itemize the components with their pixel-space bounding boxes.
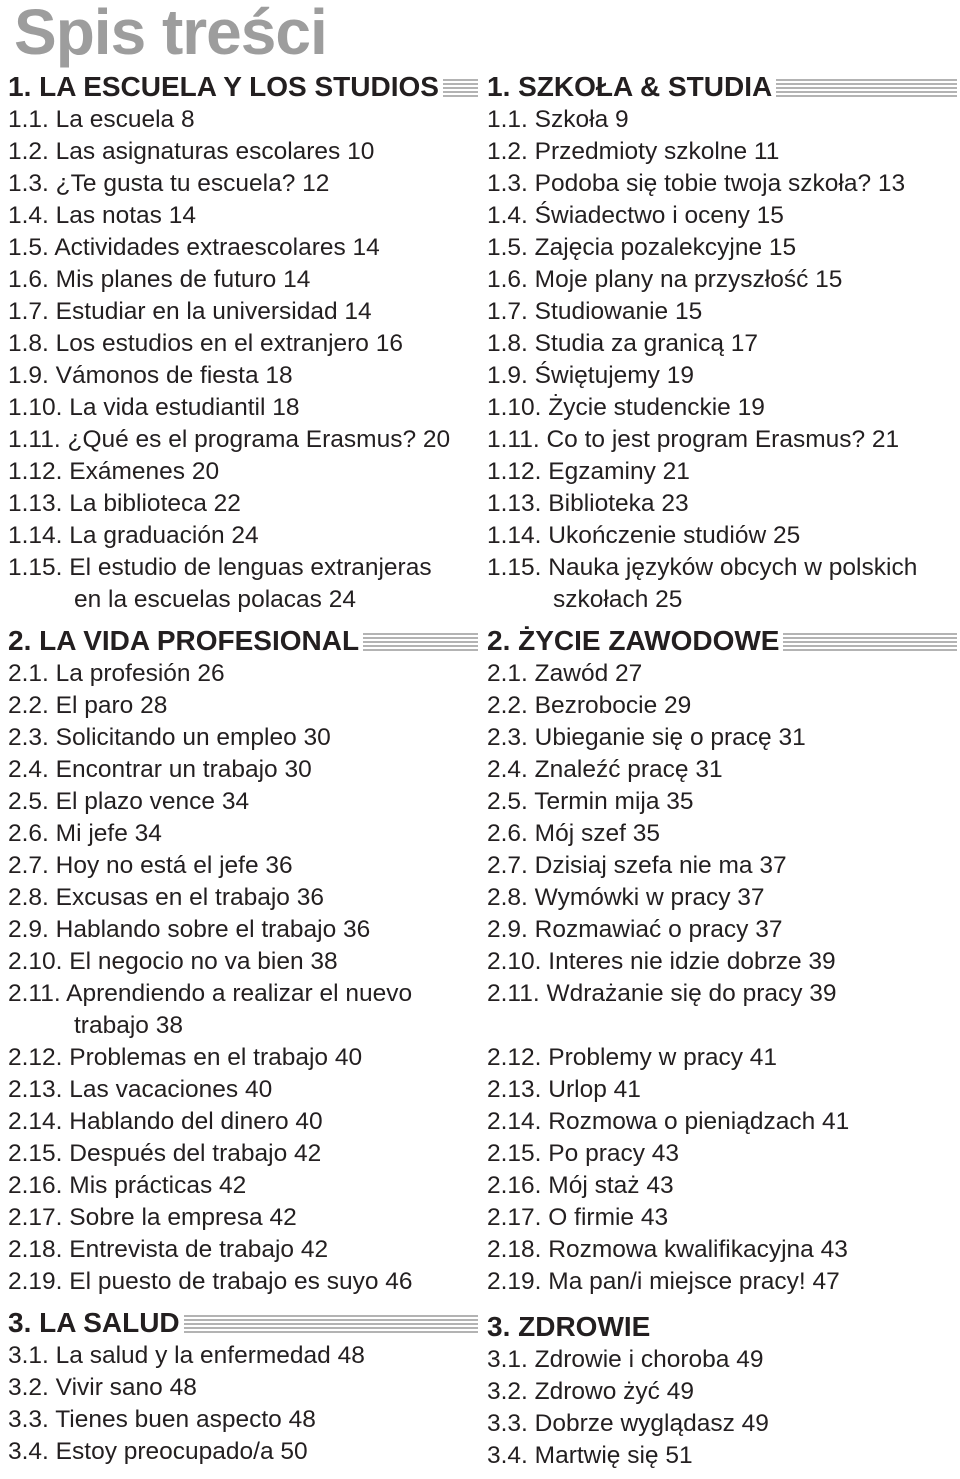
toc-entry: 1.14. La graduación 24 (8, 522, 259, 549)
toc-entry: 2.2. Bezrobocie 29 (487, 692, 692, 719)
toc-entry: 2.3. Solicitando un empleo 30 (8, 724, 331, 751)
section-heading-text: 3. ZDROWIE (487, 1311, 651, 1342)
toc-column-polish (487, 70, 957, 1472)
toc-entry: 2.14. Rozmowa o pieniądzach 41 (487, 1108, 850, 1135)
toc-entry: 2.17. O firmie 43 (487, 1204, 669, 1231)
heading-rule-decoration (363, 633, 478, 651)
toc-entry: 2.14. Hablando del dinero 40 (8, 1108, 323, 1135)
toc-entry: 1.12. Egzaminy 21 (487, 458, 690, 485)
toc-entry: 1.13. Biblioteka 23 (487, 490, 689, 517)
toc-entry: 1.6. Mis planes de futuro 14 (8, 266, 311, 293)
toc-entry: 3.2. Zdrowo żyć 49 (487, 1378, 694, 1405)
toc-entry: 2.9. Hablando sobre el trabajo 36 (8, 916, 371, 943)
section-heading (487, 1310, 957, 1344)
toc-entry: 2.16. Mis prácticas 42 (8, 1172, 247, 1199)
toc-entry: 1.8. Studia za granicą 17 (487, 330, 759, 357)
toc-entry: 2.10. El negocio no va bien 38 (8, 948, 338, 975)
toc-entry: 1.3. Podoba się tobie twoja szkoła? 13 (487, 170, 906, 197)
toc-entry: 1.9. Vámonos de fiesta 18 (8, 362, 293, 389)
toc-entry: 1.5. Zajęcia pozalekcyjne 15 (487, 234, 797, 261)
toc-entry: 2.2. El paro 28 (8, 692, 168, 719)
toc-entry: 2.15. Después del trabajo 42 (8, 1140, 322, 1167)
toc-entry: 3.4. Estoy preocupado/a 50 (8, 1438, 308, 1465)
toc-entry: 3.1. Zdrowie i choroba 49 (487, 1346, 764, 1373)
toc-entry: 1.11. Co to jest program Erasmus? 21 (487, 426, 900, 453)
toc-entry: 2.11. Aprendiendo a realizar el nuevo (8, 980, 413, 1007)
toc-entry: 1.7. Studiowanie 15 (487, 298, 703, 325)
toc-entry: 1.13. La biblioteca 22 (8, 490, 241, 517)
toc-entry: 3.1. La salud y la enfermedad 48 (8, 1342, 365, 1369)
toc-entry: 2.5. El plazo vence 34 (8, 788, 250, 815)
toc-entry: 2.12. Problemas en el trabajo 40 (8, 1044, 363, 1071)
toc-entry: 1.11. ¿Qué es el programa Erasmus? 20 (8, 426, 451, 453)
toc-entry: 1.3. ¿Te gusta tu escuela? 12 (8, 170, 330, 197)
toc-entry: 2.11. Wdrażanie się do pracy 39 (487, 980, 837, 1007)
toc-entry-continuation: szkołach 25 (553, 586, 683, 613)
section-heading-text: 3. LA SALUD (8, 1307, 180, 1338)
section-heading (8, 70, 478, 104)
toc-entry: 2.19. Ma pan/i miejsce pracy! 47 (487, 1268, 840, 1295)
toc-entry: 2.6. Mój szef 35 (487, 820, 660, 847)
toc-entry: 1.10. Życie studenckie 19 (487, 394, 765, 421)
toc-entry: 1.7. Estudiar en la universidad 14 (8, 298, 372, 325)
toc-entry: 2.4. Znaleźć pracę 31 (487, 756, 723, 783)
toc-entry: 2.12. Problemy w pracy 41 (487, 1044, 778, 1071)
toc-entry: 1.10. La vida estudiantil 18 (8, 394, 300, 421)
toc-entry: 2.6. Mi jefe 34 (8, 820, 162, 847)
toc-entry: 2.8. Wymówki w pracy 37 (487, 884, 765, 911)
heading-rule-decoration (783, 633, 957, 651)
toc-entry: 2.13. Las vacaciones 40 (8, 1076, 273, 1103)
toc-entry: 2.10. Interes nie idzie dobrze 39 (487, 948, 836, 975)
toc-entry: 3.4. Martwię się 51 (487, 1442, 693, 1469)
page-title: Spis treści (14, 0, 327, 68)
toc-entry: 2.13. Urlop 41 (487, 1076, 641, 1103)
toc-entry: 2.18. Entrevista de trabajo 42 (8, 1236, 329, 1263)
toc-entry: 1.15. El estudio de lenguas extranjeras (8, 554, 432, 581)
heading-rule-decoration (776, 79, 957, 97)
toc-entry: 2.17. Sobre la empresa 42 (8, 1204, 297, 1231)
heading-rule-decoration (184, 1315, 478, 1333)
toc-entry: 1.2. Las asignaturas escolares 10 (8, 138, 375, 165)
toc-entry: 2.7. Hoy no está el jefe 36 (8, 852, 293, 879)
toc-entry: 1.1. Szkoła 9 (487, 106, 629, 133)
toc-entry: 1.12. Exámenes 20 (8, 458, 220, 485)
section-heading (487, 70, 957, 104)
toc-entry: 2.8. Excusas en el trabajo 36 (8, 884, 324, 911)
toc-entry: 2.1. Zawód 27 (487, 660, 643, 687)
heading-rule-decoration (443, 79, 478, 97)
toc-entry: 1.9. Świętujemy 19 (487, 362, 694, 389)
toc-entry: 3.3. Dobrze wyglądasz 49 (487, 1410, 769, 1437)
toc-entry: 2.3. Ubieganie się o pracę 31 (487, 724, 806, 751)
toc-entry-continuation: trabajo 38 (74, 1012, 183, 1039)
toc-entry: 2.19. El puesto de trabajo es suyo 46 (8, 1268, 413, 1295)
toc-entry: 1.15. Nauka języków obcych w polskich (487, 554, 918, 581)
toc-entry: 1.1. La escuela 8 (8, 106, 195, 133)
toc-column-spanish (8, 70, 478, 1468)
section-heading (8, 624, 478, 658)
toc-entry: 1.14. Ukończenie studiów 25 (487, 522, 801, 549)
toc-entry: 1.8. Los estudios en el extranjero 16 (8, 330, 403, 357)
toc-entry-continuation: en la escuelas polacas 24 (74, 586, 356, 613)
toc-entry: 1.4. Świadectwo i oceny 15 (487, 202, 784, 229)
toc-entry: 2.7. Dzisiaj szefa nie ma 37 (487, 852, 787, 879)
toc-entry: 2.15. Po pracy 43 (487, 1140, 680, 1167)
toc-entry: 1.5. Actividades extraescolares 14 (8, 234, 380, 261)
toc-entry: 2.1. La profesión 26 (8, 660, 225, 687)
toc-entry: 1.2. Przedmioty szkolne 11 (487, 138, 780, 165)
section-heading (8, 1306, 478, 1340)
section-heading-text: 1. LA ESCUELA Y LOS STUDIOS (8, 71, 439, 102)
toc-entry: 2.16. Mój staż 43 (487, 1172, 674, 1199)
toc-entry: 2.4. Encontrar un trabajo 30 (8, 756, 312, 783)
toc-entry: 2.18. Rozmowa kwalifikacyjna 43 (487, 1236, 848, 1263)
toc-entry: 3.2. Vivir sano 48 (8, 1374, 197, 1401)
section-heading-text: 2. ŻYCIE ZAWODOWE (487, 625, 780, 656)
toc-entry: 2.5. Termin mija 35 (487, 788, 694, 815)
toc-entry: 1.6. Moje plany na przyszłość 15 (487, 266, 843, 293)
section-heading-text: 1. SZKOŁA & STUDIA (487, 71, 773, 102)
section-heading-text: 2. LA VIDA PROFESIONAL (8, 625, 360, 656)
section-heading (487, 624, 957, 658)
toc-entry: 1.4. Las notas 14 (8, 202, 196, 229)
toc-entry: 3.3. Tienes buen aspecto 48 (8, 1406, 316, 1433)
toc-entry: 2.9. Rozmawiać o pracy 37 (487, 916, 783, 943)
